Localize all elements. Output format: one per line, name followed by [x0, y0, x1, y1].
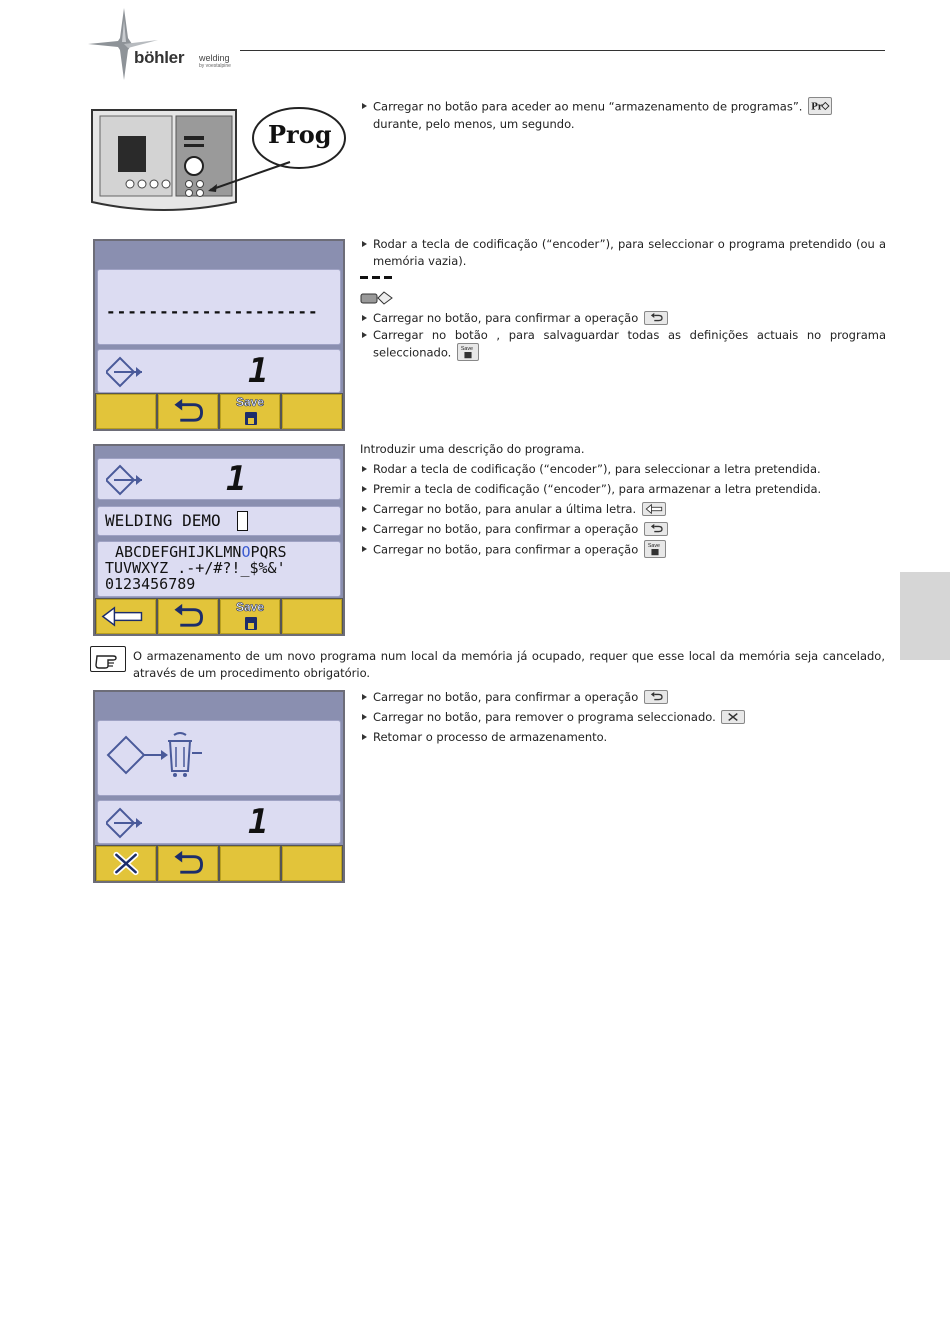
- lcd-softkey-row: [95, 393, 343, 429]
- prog-callout-label: Prog: [268, 120, 332, 149]
- lcd-program-number: 1: [248, 351, 269, 391]
- charset-line-1: [115, 544, 287, 560]
- brand-suffix: welding: [199, 53, 230, 63]
- softkey-empty-1[interactable]: [96, 394, 156, 429]
- softkey-confirm[interactable]: [158, 599, 218, 634]
- lcd-screen-delete-program: [93, 690, 345, 883]
- charset-line-1-b: PQRS: [250, 543, 287, 561]
- save-icon: [457, 343, 479, 361]
- delete-x-icon: [97, 847, 155, 880]
- step1-bullet-1: [360, 98, 886, 133]
- lcd-name-field[interactable]: [97, 506, 341, 536]
- pointing-hand-icon: [90, 646, 126, 672]
- store-diamond-icon: [106, 807, 146, 839]
- confirm-return-icon: [159, 395, 217, 428]
- softkey-confirm[interactable]: [158, 846, 218, 881]
- charset-line-1-a: ABCDEFGHIJKLMN: [115, 543, 242, 561]
- softkey-empty-2[interactable]: [282, 394, 342, 429]
- save-label: Save: [235, 600, 265, 614]
- charset-line-3: 0123456789: [105, 575, 196, 593]
- softkey-empty-1[interactable]: [220, 846, 280, 881]
- step4-bullet-2-text: Carregar no botão, para remover o programa seleccionado.: [373, 710, 716, 724]
- softkey-confirm[interactable]: [158, 394, 218, 429]
- step2-bullet-2-text: Carregar no botão, para confirmar a operação: [373, 311, 639, 325]
- confirm-return-icon: [159, 847, 217, 880]
- step4-bullet-2: [360, 709, 886, 726]
- step4-bullet-1-text: Carregar no botão, para confirmar a operação: [373, 690, 639, 704]
- step2-bullet-3: [360, 327, 886, 362]
- brand-name: böhler: [134, 48, 185, 67]
- header-rule: [240, 50, 885, 51]
- lcd-softkey-row: [95, 845, 343, 881]
- lcd-program-field: [97, 458, 341, 500]
- step2-text: [360, 236, 886, 362]
- svg-text:Save: Save: [647, 543, 660, 550]
- step4-bullet-1: [360, 689, 886, 706]
- step3-text: [360, 441, 886, 559]
- confirm-icon: [644, 311, 668, 325]
- lcd-softkey-row: [95, 598, 343, 634]
- charset-selected-letter: O: [241, 543, 251, 561]
- lcd-screen-name-program: [93, 444, 345, 636]
- confirm-icon: [644, 690, 668, 704]
- step3-intro: Introduzir uma descrição do programa.: [360, 442, 585, 456]
- save-icon: [644, 540, 666, 558]
- delete-icon: [721, 710, 745, 724]
- chapter-tab: [900, 572, 950, 660]
- svg-text:Pr: Pr: [811, 102, 823, 113]
- step3-bullet-2: Premir a tecla de codificação (“encoder”), para armazenar a letra pretendida.: [360, 481, 886, 498]
- softkey-delete[interactable]: [96, 846, 156, 881]
- step3-bullet-3: [360, 501, 886, 518]
- brand-tagline: by voestalpine: [199, 63, 231, 69]
- step3-bullet-1: Rodar a tecla de codificação (“encoder”), para seleccionar a letra pretendida.: [360, 461, 886, 478]
- step4-text: [360, 689, 886, 746]
- store-to-trash-icon: [106, 731, 206, 787]
- encoder-icon: [360, 290, 394, 306]
- step2-bullet-2: [360, 310, 886, 327]
- softkey-save[interactable]: [220, 394, 280, 429]
- floppy-icon: [245, 617, 257, 630]
- step3-bullet-4-text: Carregar no botão, para confirmar a operação: [373, 522, 639, 536]
- lcd-charset-field[interactable]: [97, 541, 341, 597]
- store-diamond-icon: [106, 356, 146, 388]
- step4-bullet-3: Retomar o processo de armazenamento.: [360, 729, 886, 746]
- backspace-icon: [642, 502, 666, 516]
- dash-indicator-icon: [360, 274, 886, 282]
- step2-bullet-3-text: Carregar no botão , para salvaguardar todas as definições actuais no programa seleccionado.: [373, 328, 886, 360]
- lcd-empty-dashes: --------------------: [106, 302, 319, 321]
- step1-bullet-1-text: Carregar no botão para aceder ao menu “armazenamento de programas”.: [373, 99, 803, 114]
- lcd-program-number: 1: [248, 802, 269, 842]
- confirm-icon: [644, 522, 668, 536]
- lcd-delete-field: [97, 720, 341, 796]
- step2-bullet-1: Rodar a tecla de codificação (“encoder”), para seleccionar o programa pretendido (ou a memória vazia).: [360, 236, 886, 270]
- confirm-return-icon: [159, 600, 217, 633]
- lcd-program-field: [97, 800, 341, 844]
- control-panel-illustration: [90, 106, 350, 218]
- backspace-arrow-icon: [97, 600, 155, 633]
- step3-bullet-3-text: Carregar no botão, para anular a última letra.: [373, 502, 637, 516]
- note-text: O armazenamento de um novo programa num local da memória já ocupado, requer que esse local da memória seja cancelado, através de um procedimento obrigatório.: [133, 649, 885, 680]
- charset-line-2: TUVWXYZ .-+/#?!_$%&': [105, 559, 286, 577]
- save-label: Save: [235, 395, 265, 409]
- svg-text:Save: Save: [460, 346, 474, 353]
- lcd-program-number: 1: [226, 459, 247, 499]
- softkey-empty-2[interactable]: [282, 846, 342, 881]
- text-cursor: [237, 511, 248, 531]
- store-diamond-icon: [106, 464, 146, 496]
- floppy-icon: [245, 412, 257, 425]
- step3-bullet-5-text: Carregar no botão, para confirmar a operação: [373, 542, 639, 557]
- lcd-screen-select-program: [93, 239, 345, 431]
- softkey-save[interactable]: [220, 599, 280, 634]
- lcd-description-field: [97, 269, 341, 345]
- prog-button-icon: [808, 97, 832, 115]
- step1-text: [360, 98, 886, 133]
- softkey-backspace[interactable]: [96, 599, 156, 634]
- step1-bullet-1-cont: durante, pelo menos, um segundo.: [373, 117, 575, 131]
- lcd-program-field: [97, 349, 341, 393]
- step3-bullet-4: [360, 521, 886, 538]
- star-logo-icon: [88, 8, 248, 80]
- step3-bullet-5: [360, 541, 886, 559]
- softkey-empty[interactable]: [282, 599, 342, 634]
- lcd-program-name: WELDING DEMO: [105, 511, 221, 530]
- boehler-logo: [88, 8, 248, 80]
